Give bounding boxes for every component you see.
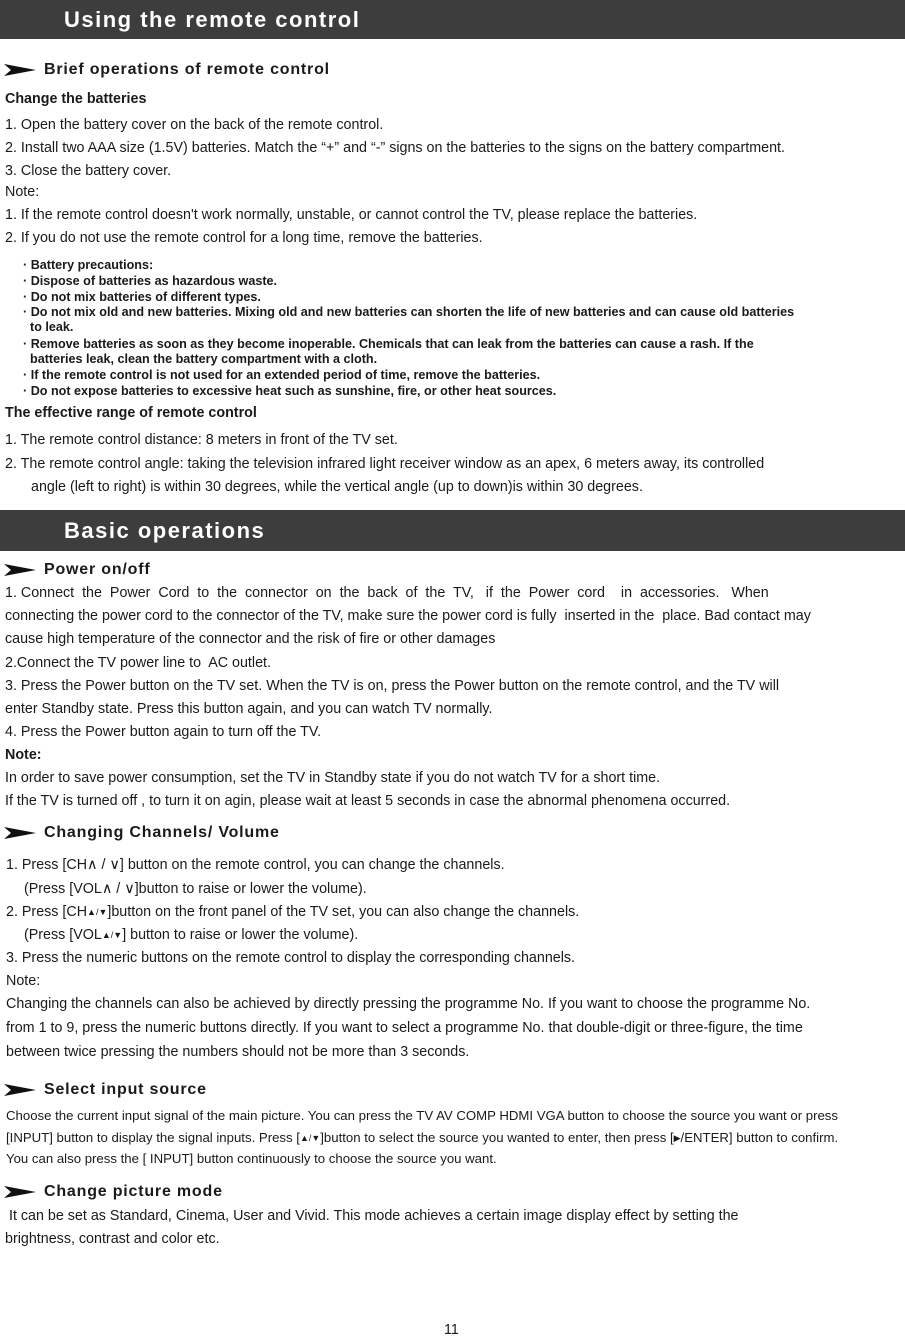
- power-line: 1. Connect the Power Cord to the connector on the back of the TV, if the Power cord in accessories. When: [5, 585, 769, 601]
- section-banner: [0, 0, 905, 39]
- section-heading: [4, 61, 330, 79]
- arrow-icon: [4, 1185, 36, 1199]
- step-line: 3. Close the battery cover.: [5, 163, 172, 179]
- power-line: cause high temperature of the connector and the risk of fire or other damages: [5, 631, 496, 647]
- section-banner: [0, 510, 905, 551]
- arrow-icon: [4, 826, 36, 840]
- input-line: You can also press the [ INPUT] button continuously to choose the source you want.: [6, 1151, 497, 1166]
- picture-line: brightness, contrast and color etc.: [5, 1231, 220, 1247]
- subheading: Change the batteries: [5, 91, 147, 107]
- note-line: 1. If the remote control doesn't work normally, unstable, or cannot control the TV, please replace the batteries.: [5, 207, 698, 223]
- precaution-line: · Do not expose batteries to excessive heat such as sunshine, fire, or other heat sources.: [23, 384, 557, 398]
- arrow-icon: [4, 563, 36, 577]
- section-heading: [4, 1183, 223, 1201]
- step-line: 2. Install two AAA size (1.5V) batteries. Match the “+” and “-” signs on the batteries to the signs on the battery compartment.: [5, 140, 785, 156]
- arrow-icon: [4, 63, 36, 77]
- range-line: 2. The remote control angle: taking the television infrared light receiver window as an apex, 6 meters away, its controlled: [5, 456, 765, 472]
- range-line: 1. The remote control distance: 8 meters in front of the TV set.: [5, 432, 398, 448]
- play-icon: ▶: [673, 1133, 681, 1143]
- section-title: Change picture mode: [44, 1183, 223, 1200]
- banner-title: Basic operations: [64, 518, 266, 543]
- section-title: Brief operations of remote control: [44, 61, 330, 78]
- precaution-line: · If the remote control is not used for an extended period of time, remove the batteries.: [23, 368, 541, 382]
- note-label: Note:: [6, 973, 41, 989]
- channel-line: (Press [VOL▲/▼] button to raise or lower the volume).: [24, 927, 359, 943]
- note-line: Changing the channels can also be achieved by directly pressing the programme No. If you want to choose the programme No.: [6, 996, 811, 1012]
- page-number: 11: [444, 1322, 459, 1338]
- section-heading: [4, 561, 150, 579]
- precaution-line: · Remove batteries as soon as they become inoperable. Chemicals that can leak from the batteries can cause a rash. If the: [23, 337, 754, 351]
- subheading: The effective range of remote control: [5, 405, 257, 421]
- range-line: angle (left to right) is within 30 degrees, while the vertical angle (up to down)is within 30 degrees.: [31, 479, 643, 495]
- section-heading: [4, 1081, 207, 1099]
- note-line: 2. If you do not use the remote control for a long time, remove the batteries.: [5, 230, 483, 246]
- note-line: from 1 to 9, press the numeric buttons directly. If you want to select a programme No. that double-digit or three-figure, the time: [6, 1020, 803, 1036]
- step-line: 1. Open the battery cover on the back of the remote control.: [5, 117, 384, 133]
- section-title: Power on/off: [44, 561, 151, 578]
- picture-line: It can be set as Standard, Cinema, User and Vivid. This mode achieves a certain image display effect by setting the: [5, 1208, 739, 1224]
- up-down-arrow-icon: ▲/▼: [101, 930, 123, 940]
- power-line: 3. Press the Power button on the TV set. When the TV is on, press the Power button on the remote control, and the TV will: [5, 678, 780, 694]
- section-heading: [4, 824, 280, 842]
- note-line: If the TV is turned off , to turn it on agin, please wait at least 5 seconds in case the abnormal phenomena occurred.: [5, 793, 731, 809]
- note-line: between twice pressing the numbers should not be more than 3 seconds.: [6, 1044, 470, 1060]
- power-line: 2.Connect the TV power line to AC outlet.: [5, 655, 271, 671]
- section-title: Select input source: [44, 1081, 207, 1098]
- arrow-icon: [4, 1083, 36, 1097]
- banner-title: Using the remote control: [64, 7, 361, 32]
- power-line: connecting the power cord to the connector of the TV, make sure the power cord is fully inserted in the place. Bad contact may: [5, 608, 811, 624]
- input-line: Choose the current input signal of the main picture. You can press the TV AV COMP HDMI VGA button to choose the source you want or press: [6, 1108, 838, 1123]
- up-down-arrow-icon: ▲/▼: [299, 1133, 321, 1143]
- precaution-line: · Dispose of batteries as hazardous waste.: [23, 274, 278, 288]
- note-line: In order to save power consumption, set the TV in Standby state if you do not watch TV for a short time.: [5, 770, 661, 786]
- note-label: Note:: [5, 747, 42, 763]
- channel-line: 3. Press the numeric buttons on the remote control to display the corresponding channels.: [6, 950, 576, 966]
- section-title: Changing Channels/ Volume: [44, 824, 280, 841]
- input-line: [INPUT] button to display the signal inputs. Press [▲/▼]button to select the source you wanted to enter, then press [▶/ENTER] button to confirm.: [6, 1130, 839, 1145]
- precaution-line: batteries leak, clean the battery compartment with a cloth.: [23, 352, 378, 366]
- channel-line: (Press [VOL∧ / ∨]button to raise or lower the volume).: [24, 881, 367, 897]
- precaution-line: · Do not mix batteries of different types.: [23, 290, 261, 304]
- channel-line: 2. Press [CH▲/▼]button on the front panel of the TV set, you can also change the channels.: [6, 904, 580, 920]
- up-down-arrow-icon: ▲/▼: [87, 907, 108, 917]
- power-line: 4. Press the Power button again to turn off the TV.: [5, 724, 322, 740]
- note-label: Note:: [5, 184, 40, 200]
- precaution-line: to leak.: [23, 320, 74, 334]
- power-line: enter Standby state. Press this button again, and you can watch TV normally.: [5, 701, 493, 717]
- precaution-line: · Battery precautions:: [23, 258, 154, 272]
- precaution-line: · Do not mix old and new batteries. Mixing old and new batteries can shorten the life of new batteries and can cause old batteries: [23, 305, 795, 319]
- channel-line: 1. Press [CH∧ / ∨] button on the remote control, you can change the channels.: [6, 857, 505, 873]
